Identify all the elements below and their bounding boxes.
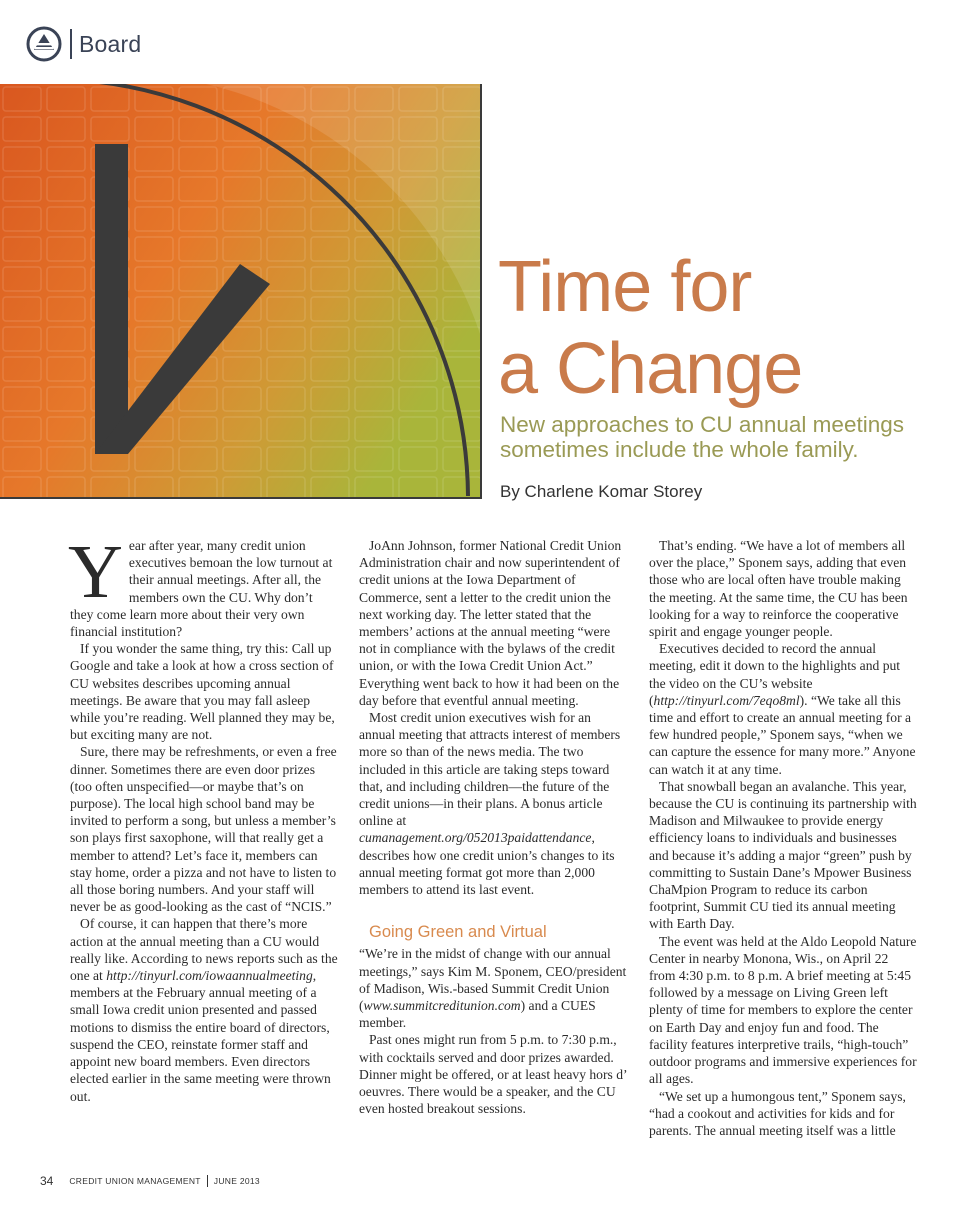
url-link[interactable]: cumanagement.org/052013paidattendance — [359, 830, 592, 846]
paragraph — [649, 640, 917, 778]
paragraph: Past ones might run from 5 p.m. to 7:30 p.m., with cocktails served and door prizes awarded. Dinner might be offered, or at least heavy hors d’ oeuvres. There would be a speaker, and the CU even hosted breakout sessions. — [359, 1032, 627, 1117]
page-header — [26, 26, 141, 62]
text-column-1 — [68, 530, 338, 1105]
paragraph-text: ear after year, many credit union executives bemoan the low turnout at their annual meetings. After all, the members own the CU. Why don’t they come learn more about their very own financial institution? — [70, 538, 333, 640]
issue-date: JUNE 2013 — [213, 1176, 260, 1186]
paragraph: JoAnn Johnson, former National Credit Union Administration chair and now superintendent of credit unions at the Iowa Department of Commerce, sent a letter to the credit union the next working day. The letter stated that the members’ actions at the annual meeting “were not in compliance with the bylaws of the credit union, or with the Iowa Credit Union Act.” Everything went back to how it had been on the day before that eventful annual meeting. — [359, 538, 622, 708]
title-line-2: a Change — [498, 329, 803, 409]
paragraph — [68, 530, 338, 640]
footer-divider — [207, 1175, 208, 1187]
page-footer — [40, 1174, 260, 1188]
paragraph: That snowball began an avalanche. This year, because the CU is continuing its partnership with Madison and Milwaukee to provide energy efficiency loans to individuals and businesses and because it’s adding a major “green” push by committing to Sustain Dane’s Mpower Business ChaMpion Program to reduce its carbon footprint, Summit CU tied its annual meeting with Earth Day. — [649, 778, 917, 932]
cues-logo-icon — [26, 26, 62, 62]
paragraph-text: ) and a CUES member. — [359, 998, 596, 1031]
url-link[interactable]: http://tinyurl.com/7eqo8ml — [653, 692, 800, 708]
paragraph-text: Most credit union executives wish for an annual meeting that attracts interest of members more so than of the news media. The two included in this article are taking steps toward that, and including children—the future of the credit unions—in their plans. A bonus article online at — [359, 710, 621, 829]
url-link[interactable]: www.summitcreditunion.com — [363, 998, 521, 1014]
section-label: Board — [79, 30, 142, 57]
article-title — [498, 246, 938, 410]
paragraph: Sure, there may be refreshments, or even a free dinner. Sometimes there are even door prizes (too often unspecified—or maybe that’s on purpose). The local high school band may be invited to perform a song, but unless a member’s son plays first saxophone, will that really get a member to attend? Let’s face it, members can stay home, order a pizza and not have to listen to all those boring numbers. And your staff will never be as good-looking as the cast of “NCIS.” — [70, 744, 337, 915]
text-column-3 — [649, 537, 917, 1139]
publication-name: CREDIT UNION MANAGEMENT — [69, 1176, 201, 1186]
paragraph-text: , members at the February annual meeting of a small Iowa credit union presented and passed motions to dismiss the entire board of directors, suspend the CEO, reinstate former staff and appoint new board members. Even directors elected earlier in the same meeting were thrown out. — [70, 968, 331, 1104]
paragraph — [70, 915, 338, 1104]
paragraph-text: ). “We take all this time and effort to create an annual meeting for a few hundred people,” Sponem says, “when we can capture the essence for many more.” Anyone can watch it at any time. — [649, 692, 916, 777]
paragraph-text: , describes how one credit union’s changes to its annual meeting format got more than 2,000 members to attend its last event. — [359, 830, 615, 898]
subtitle-line-1: New approaches to CU annual meetings — [500, 412, 904, 437]
paragraph: “We set up a humongous tent,” Sponem says, “had a cookout and activities for kids and for parents. The annual meeting itself was a little — [649, 1088, 906, 1138]
paragraph — [359, 945, 627, 1031]
header-divider — [70, 29, 72, 59]
drop-cap: Y — [68, 530, 123, 614]
paragraph-text: Executives decided to record the annual meeting, edit it down to the highlights and put the video on the CU’s website ( — [649, 641, 901, 708]
article-subtitle — [500, 412, 940, 462]
title-line-1: Time for — [498, 247, 752, 327]
paragraph: The event was held at the Aldo Leopold Nature Center in nearby Monona, Wis., on April 22 from 4:30 p.m. to 8 p.m. A brief meeting at 5:45 followed by a message on Living Green left plenty of time for members to explore the center on Earth Day and enjoy fun and food. The facility features interpretive trails, “high-touch” outdoor programs and immersive experiences for all ages. — [649, 933, 917, 1087]
article-byline: By Charlene Komar Storey — [500, 482, 703, 501]
url-link[interactable]: http://tinyurl.com/iowaannualmeeting — [106, 968, 313, 984]
paragraph-text: Of course, it can happen that there’s more action at the annual meeting than a CU would really like. According to news reports such as the one at — [70, 916, 338, 984]
subtitle-line-2: sometimes include the whole family. — [500, 437, 859, 462]
hero-clock-image — [0, 84, 482, 499]
paragraph: That’s ending. “We have a lot of members all over the place,” Sponem says, adding that even those who are local often have trouble making the meeting. At the same time, the CU has been looking for a way to reinforce the cooperative spirit and engage younger people. — [649, 538, 908, 640]
paragraph-text: “We’re in the midst of change with our annual meetings,” says Kim M. Sponem, CEO/president of Madison, Wis.-based Summit Credit Union ( — [359, 946, 627, 1014]
page-number: 34 — [40, 1174, 54, 1188]
paragraph — [359, 709, 627, 898]
text-column-2 — [359, 537, 627, 1118]
paragraph: If you wonder the same thing, try this: Call up Google and take a look at how a cross section of CU websites describes upcoming annual meetings. Be aware that you may fall asleep while you’re reading. Well planned they may be, but exciting many are not. — [70, 641, 335, 743]
section-subhead: Going Green and Virtual — [369, 923, 547, 942]
